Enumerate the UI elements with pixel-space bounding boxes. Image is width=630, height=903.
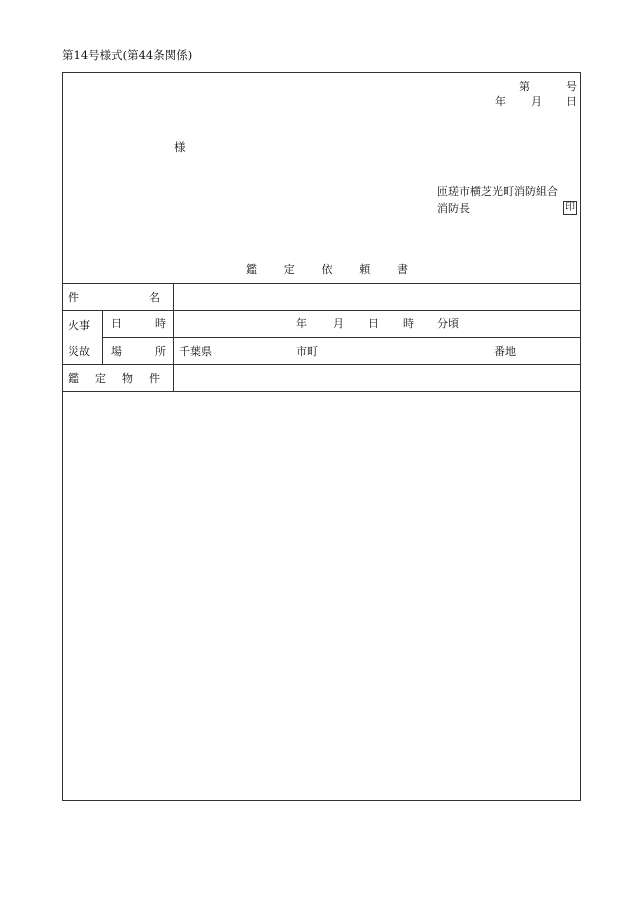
datetime-hour-unit: 時 <box>403 317 414 330</box>
datetime-month-unit: 月 <box>333 317 344 330</box>
description-area[interactable] <box>64 393 579 799</box>
label-char: 件 <box>68 291 79 304</box>
form-number: 第14号様式(第44条関係) <box>62 48 193 62</box>
place-city: 市町 <box>296 345 318 358</box>
title-char: 書 <box>397 263 408 276</box>
table-rule <box>62 283 581 284</box>
table-rule <box>62 391 581 392</box>
item-label <box>68 373 160 384</box>
place-prefecture: 千葉県 <box>179 345 212 358</box>
title-char: 頼 <box>359 263 371 276</box>
title-char: 定 <box>283 263 295 276</box>
fire-label: 火事 <box>68 319 90 332</box>
date-month-unit: 月 <box>531 95 542 108</box>
issuer-title: 消防長 <box>437 202 470 215</box>
place-lot: 番地 <box>494 345 516 358</box>
disaster-label: 災故 <box>68 345 90 358</box>
number-suffix: 号 <box>566 80 577 93</box>
table-rule <box>62 310 581 311</box>
label-char: 時 <box>155 317 166 330</box>
document-title <box>246 264 408 275</box>
addressee-suffix: 様 <box>174 140 186 154</box>
label-char: 所 <box>155 345 166 358</box>
table-divider <box>102 310 103 364</box>
number-prefix: 第 <box>519 80 530 93</box>
label-char: 件 <box>149 372 160 385</box>
datetime-label <box>111 318 166 329</box>
label-char: 定 <box>95 372 106 385</box>
date-day-unit: 日 <box>566 95 577 108</box>
title-char: 依 <box>321 263 333 276</box>
datetime-year-unit: 年 <box>296 317 307 330</box>
label-char: 日 <box>111 317 122 330</box>
case-name-field[interactable] <box>175 285 579 309</box>
case-name-label <box>68 292 160 303</box>
label-char: 名 <box>149 291 160 304</box>
datetime-minute-unit: 分頃 <box>437 317 459 330</box>
title-char: 鑑 <box>246 263 257 276</box>
place-label <box>111 346 166 357</box>
label-char: 鑑 <box>68 372 79 385</box>
table-rule <box>62 364 581 365</box>
label-char: 場 <box>111 345 122 358</box>
seal-mark: 印 <box>565 202 575 213</box>
label-char: 物 <box>122 372 133 385</box>
date-year-unit: 年 <box>495 95 506 108</box>
table-divider <box>173 283 174 391</box>
datetime-day-unit: 日 <box>368 317 379 330</box>
item-field[interactable] <box>175 366 579 390</box>
issuer-organization: 匝瑳市横芝光町消防組合 <box>437 185 558 198</box>
